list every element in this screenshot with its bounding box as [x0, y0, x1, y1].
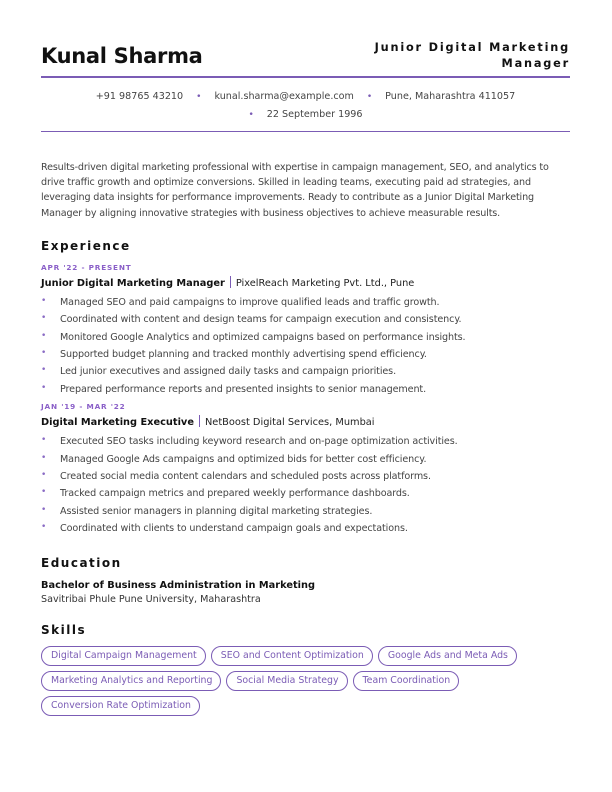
job-heading [41, 276, 570, 289]
company: PixelReach Marketing Pvt. Ltd., Pune [235, 277, 415, 289]
skill-tag: SEO and Content Optimization [211, 646, 373, 666]
date-of-birth: 22 September 1996 [266, 108, 363, 120]
bullet-icon: • [41, 435, 47, 446]
bullet-text: Executed SEO tasks including keyword research and on-page optimization activities. [60, 436, 458, 448]
bullet-icon: • [41, 522, 47, 533]
bullet-icon: • [41, 365, 47, 376]
school: Savitribai Phule Pune University, Maharashtra [41, 593, 261, 605]
job-dates: JAN '19 - MAR '22 [41, 402, 126, 412]
degree: Bachelor of Business Administration in Marketing [41, 579, 316, 591]
bullet-text: Tracked campaign metrics and prepared weekly performance dashboards. [60, 488, 410, 500]
email[interactable]: kunal.sharma@example.com [214, 90, 354, 102]
job-bullets [41, 294, 570, 398]
resume-header [41, 40, 570, 76]
bullet-text: Managed Google Ads campaigns and optimized bids for better cost efficiency. [60, 453, 427, 465]
job-entry [41, 402, 570, 537]
skills-list [41, 646, 541, 721]
bullet-icon: • [41, 452, 47, 463]
list-item [41, 468, 570, 485]
skill-tag: Team Coordination [353, 671, 460, 691]
list-item [41, 311, 570, 328]
list-item [41, 520, 570, 537]
header-divider-bottom [41, 131, 570, 133]
title-divider [230, 276, 231, 288]
skill-tag: Marketing Analytics and Reporting [41, 671, 221, 691]
bullet-icon: • [41, 348, 47, 359]
list-item [41, 485, 570, 502]
bullet-text: Led junior executives and assigned daily tasks and campaign priorities. [60, 366, 397, 378]
contact-row-2 [41, 106, 570, 124]
contact-info [41, 78, 570, 131]
bullet-text: Coordinated with content and design teams for campaign execution and consistency. [60, 314, 462, 326]
job-dates: APR '22 - PRESENT [41, 262, 132, 272]
target-role-line-1: Junior Digital Marketing [374, 41, 570, 54]
bullet-text: Managed SEO and paid campaigns to improve qualified leads and traffic growth. [60, 296, 440, 308]
section-title-education: Education [41, 555, 122, 570]
target-role-line-2: Manager [501, 56, 570, 70]
company: NetBoost Digital Services, Mumbai [204, 417, 375, 429]
bullet-icon: • [41, 470, 47, 481]
bullet-icon: • [41, 330, 47, 341]
bullet-separator-icon: • [248, 109, 254, 120]
list-item [41, 294, 570, 311]
location: Pune, Maharashtra 411057 [385, 90, 516, 102]
bullet-separator-icon: • [366, 91, 373, 102]
list-item [41, 346, 570, 363]
job-bullets [41, 433, 570, 537]
skill-tag: Social Media Strategy [226, 671, 347, 691]
list-item [41, 503, 570, 520]
list-item [41, 381, 570, 398]
professional-summary: Results-driven digital marketing professional with expertise in campaign management, SEO, and analytics to drive traffic growth and optimize conversions. Skilled in leading teams, executing paid ad strategies, and leveraging data insights for performance improvements. Ready to contribute as a Junior Digital Marketing Manager by aligning innovative strategies with business objectives to achieve measurable results. [41, 162, 549, 219]
skill-tag: Google Ads and Meta Ads [378, 646, 517, 666]
bullet-icon: • [41, 295, 47, 306]
bullet-text: Monitored Google Analytics and optimized campaigns based on performance insights. [60, 331, 466, 343]
skill-tag: Digital Campaign Management [41, 646, 206, 666]
section-title-skills: Skills [41, 622, 87, 637]
candidate-name: Kunal Sharma [41, 44, 203, 68]
contact-row-1 [41, 88, 570, 106]
bullet-icon: • [41, 487, 47, 498]
bullet-text: Assisted senior managers in planning digital marketing strategies. [60, 505, 373, 517]
bullet-separator-icon: • [196, 91, 202, 102]
bullet-text: Prepared performance reports and presented insights to senior management. [60, 383, 427, 395]
target-role [320, 40, 570, 71]
resume-page [41, 40, 570, 721]
job-entry [41, 263, 570, 398]
section-title-experience: Experience [41, 238, 131, 253]
phone: +91 98765 43210 [95, 90, 184, 102]
list-item [41, 329, 570, 346]
bullet-icon: • [41, 382, 47, 393]
job-heading [41, 415, 570, 428]
list-item [41, 451, 570, 468]
bullet-text: Created social media content calendars and scheduled posts across platforms. [60, 471, 431, 483]
bullet-icon: • [41, 504, 47, 515]
bullet-text: Coordinated with clients to understand campaign goals and expectations. [60, 523, 408, 535]
bullet-icon: • [41, 313, 47, 324]
list-item [41, 433, 570, 450]
list-item [41, 363, 570, 380]
bullet-text: Supported budget planning and tracked monthly advertising spend efficiency. [60, 349, 427, 361]
skill-tag: Conversion Rate Optimization [41, 696, 200, 716]
job-title: Digital Marketing Executive [41, 417, 194, 429]
title-divider [199, 415, 200, 427]
job-title: Junior Digital Marketing Manager [41, 277, 225, 289]
